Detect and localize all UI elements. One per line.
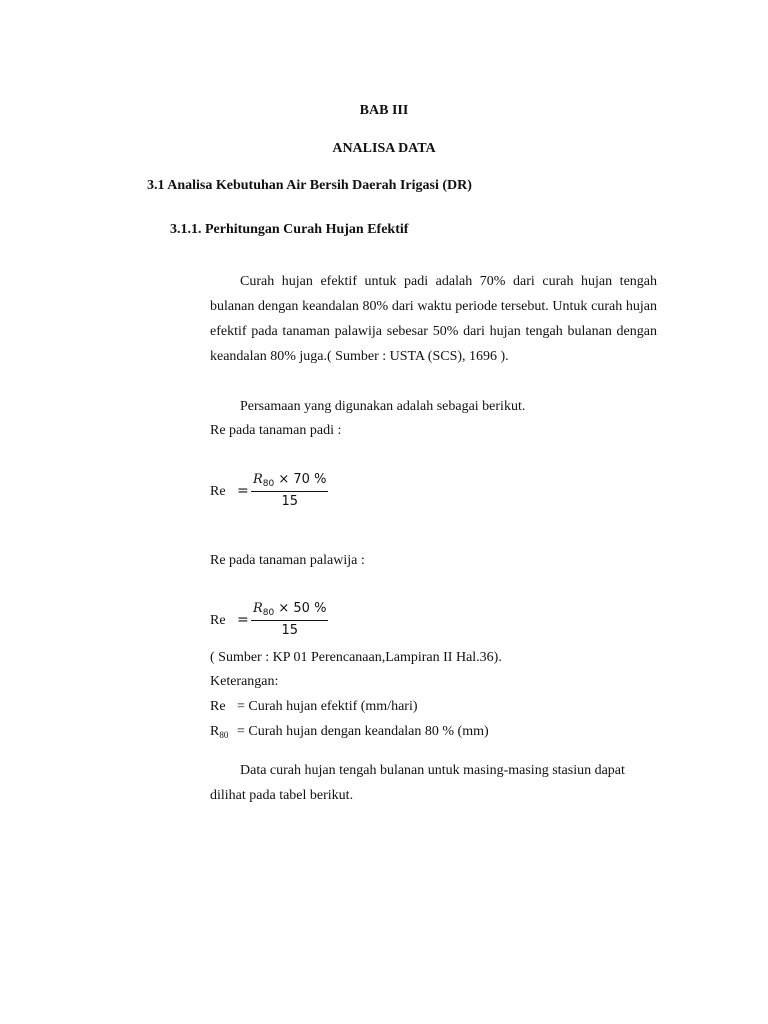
paragraph-intro: Curah hujan efektif untuk padi adalah 70% dari curah hujan tengah bulanan dengan keandalan 80% dari waktu periode tersebut. Untuk curah hujan efektif pada tanaman palawija sebesar 50% dari hujan tengah bulanan dengan keandalan 80% juga.( Sumber : USTA (SCS), 1696 ). (210, 274, 657, 364)
subsection-heading: 3.1.1. Perhitungan Curah Hujan Efektif (170, 222, 409, 237)
eq2-lhs: Re (210, 613, 226, 628)
eq2-equals: = (237, 612, 249, 628)
eq1-denominator: 15 (281, 494, 298, 509)
eq2-numerator: $R_{80} \times 50$ % (251, 601, 328, 621)
keterangan-label: Keterangan: (210, 674, 279, 689)
section-heading: 3.1 Analisa Kebutuhan Air Bersih Daerah Irigasi (DR) (147, 178, 472, 193)
legend-item-r80: $R_{80}$ (210, 724, 229, 740)
padi-label: Re pada tanaman padi : (210, 423, 342, 438)
legend-desc-r80: = Curah hujan dengan keandalan 80 % (mm) (237, 724, 489, 739)
eq1-lhs: Re (210, 484, 226, 499)
paragraph-data: Data curah hujan tengah bulanan untuk masing-masing stasiun dapat dilihat pada tabel berikut. (210, 763, 625, 803)
chapter-number: BAB III (359, 103, 409, 118)
legend-item-re: Re (210, 699, 226, 714)
legend-desc-re: = Curah hujan efektif (mm/hari) (237, 699, 418, 714)
source-citation: ( Sumber : KP 01 Perencanaan,Lampiran II Hal.36). (210, 650, 502, 665)
eq1-fraction (251, 472, 328, 509)
palawija-label: Re pada tanaman palawija : (210, 553, 365, 568)
eq1-equals: = (237, 483, 249, 499)
paragraph-equation-intro: Persamaan yang digunakan adalah sebagai berikut. (240, 399, 526, 414)
chapter-title: ANALISA DATA (332, 141, 436, 156)
eq2-fraction (251, 601, 328, 638)
eq1-numerator: $R_{80} \times 70$ % (251, 472, 328, 492)
eq2-denominator: 15 (281, 623, 298, 638)
